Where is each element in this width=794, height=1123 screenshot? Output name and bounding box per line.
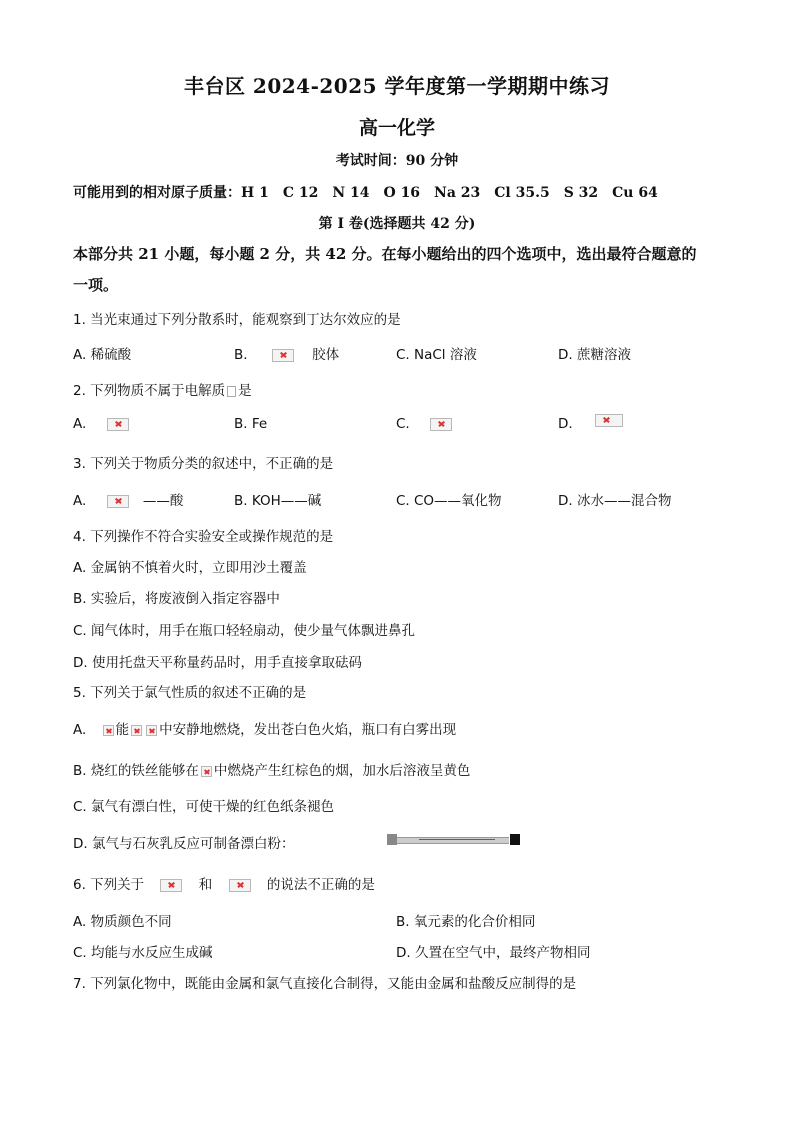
question-4-stem: 4. 下列操作不符合实验安全或操作规范的是 [73,529,334,545]
question-5-option-a-text: 中安静地燃烧，发出苍白色火焰，瓶口有白雾出现 [159,722,457,738]
question-2-stem [73,379,252,399]
question-5-option-c: C. 氯气有漂白性，可使干燥的红色纸条褪色 [73,799,335,815]
question-4-option-b: B. 实验后，将废液倒入指定容器中 [73,591,280,607]
question-6-option-d: D. 久置在空气中，最终产物相同 [396,945,591,961]
broken-image-icon [201,766,212,777]
question-5-option-b-text-1: B. 烧红的铁丝能够在 [73,763,199,779]
question-2-option-a-label: A. [73,416,87,432]
section-title: 第 I 卷(选择题共 42 分) [318,216,476,232]
broken-image-icon [131,725,142,736]
question-6-stem-part-1: 6. 下列关于 [73,877,145,893]
question-3-stem: 3. 下列关于物质分类的叙述中，不正确的是 [73,456,334,472]
question-2-option-b: B. Fe [234,416,268,432]
question-1-stem: 1. 当光束通过下列分散系时，能观察到丁达尔效应的是 [73,312,401,328]
question-5-option-a-label: A. [73,722,87,738]
exam-subject: 高一化学 [358,117,435,139]
instructions-line-2: 一项。 [73,276,119,294]
question-3-option-b: B. KOH——碱 [234,493,322,509]
question-3-option-a-label: A. [73,493,87,509]
question-5-option-b-text-2: 中燃烧产生红棕色的烟，加水后溶液呈黄色 [213,763,471,779]
question-2-stem-part-1: 2. 下列物质不属于电解质 [73,383,226,399]
broken-image-icon [272,349,294,362]
broken-image-icon [430,418,452,431]
question-2-option-c [396,416,454,432]
question-1-option-c: C. NaCl 溶液 [396,347,477,363]
atomic-mass-line: 可能用到的相对原子质量：H 1 C 12 N 14 O 16 Na 23 Cl 35.5 S 32 Cu 64 [73,185,658,201]
question-2-option-d-label: D. [558,416,573,432]
question-6-option-a: A. 物质颜色不同 [73,914,172,930]
question-5-option-d: D. 氯气与石灰乳反应可制备漂白粉： [73,836,295,852]
question-6-stem [73,873,375,893]
question-2-stem-part-2: 是 [238,383,252,399]
question-3-option-c: C. CO——氧化物 [396,493,502,509]
question-5-option-b [73,759,470,779]
exam-title: 丰台区 2024-2025 学年度第一学期期中练习 [183,74,611,98]
question-2-option-a [73,416,131,432]
instructions-line-1: 本部分共 21 小题，每小题 2 分，共 42 分。在每小题给出的四个选项中，选出最符合题意的 [73,245,697,263]
exam-time: 考试时间：90 分钟 [335,153,459,169]
reaction-equation-image [387,834,520,845]
broken-image-icon [107,418,129,431]
question-1-option-b-label: B. [234,347,248,363]
question-4-option-c: C. 闻气体时，用手在瓶口轻轻扇动，使少量气体飘进鼻孔 [73,623,416,639]
question-4-option-a: A. 金属钠不慎着火时，立即用沙土覆盖 [73,560,307,576]
question-5-stem: 5. 下列关于氯气性质的叙述不正确的是 [73,685,307,701]
question-2-option-d [558,416,625,432]
question-1-option-d: D. 蔗糖溶液 [558,347,631,363]
broken-image-icon [146,725,157,736]
question-5-option-a [73,718,456,738]
question-1-option-b-text: 胶体 [312,347,340,363]
question-6-option-b: B. 氧元素的化合价相同 [396,914,536,930]
question-5-option-a-mid: 能 [115,722,130,738]
question-3-option-a-text: ——酸 [142,493,184,509]
question-6-stem-part-2: 和 [198,877,213,893]
broken-image-icon [160,879,182,892]
broken-image-icon [107,495,129,508]
question-1-option-b [234,343,339,363]
broken-image-icon [229,879,251,892]
question-1-option-a: A. 稀硫酸 [73,347,132,363]
missing-glyph-icon [227,386,236,397]
question-3-option-d: D. 冰水——混合物 [558,493,672,509]
broken-image-icon [103,725,114,736]
question-4-option-d: D. 使用托盘天平称量药品时，用手直接拿取砝码 [73,655,362,671]
question-2-option-c-label: C. [396,416,410,432]
question-6-stem-part-3: 的说法不正确的是 [266,877,375,893]
question-7-stem: 7. 下列氯化物中，既能由金属和氯气直接化合制得，又能由金属和盐酸反应制得的是 [73,976,577,992]
question-3-option-a [73,489,183,509]
broken-image-icon [595,414,623,427]
question-6-option-c: C. 均能与水反应生成碱 [73,945,213,961]
